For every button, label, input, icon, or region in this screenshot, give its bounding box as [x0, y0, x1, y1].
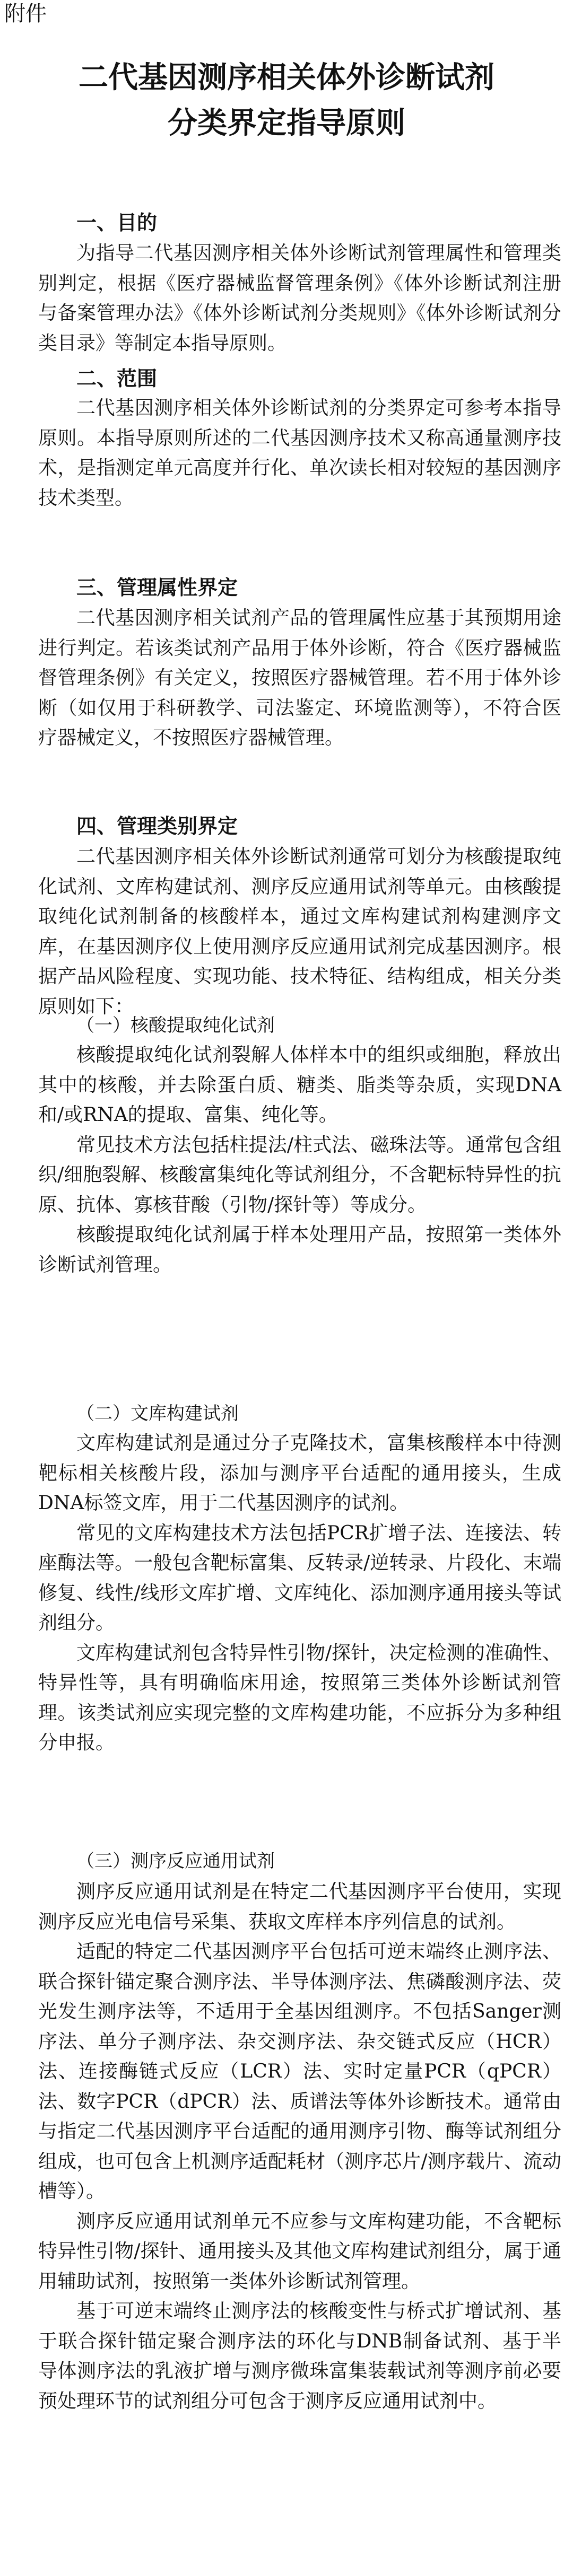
section-heading-category: 四、管理类别界定 [76, 814, 238, 838]
paragraph: 二代基因测序相关体外诊断试剂的分类界定可参考本指导原则。本指导原则所述的二代基因测序技术又称高通量测序技术，是指测定单元高度并行化、单次读长相对较短的基因测序技术类型。 [38, 397, 561, 509]
paragraph: 核酸提取纯化试剂属于样本处理用产品，按照第一类体外诊断试剂管理。 [38, 1224, 561, 1276]
subsection-body-extraction [38, 1040, 561, 1280]
paragraph: 适配的特定二代基因测序平台包括可逆末端终止测序法、联合探针锚定聚合测序法、半导体测序法、焦磷酸测序法、荧光发生测序法等，不适用于全基因组测序。不包括Sanger测序法、单分子测序法、杂交测序法、杂交链式反应（HCR）法、连接酶链式反应（LCR）法、实时定量PCR（qPCR）法、数字PCR（dPCR）法、质谱法等体外诊断技术。通常由与指定二代基因测序平台适配的通用测序引物、酶等试剂组分组成，也可包含上机测序适配耗材（测序芯片/测序载片、流动槽等）。 [38, 1941, 561, 2202]
subsection-heading-extraction: （一）核酸提取纯化试剂 [76, 1015, 275, 1036]
subsection-body-library [38, 1429, 561, 1758]
paragraph: 常见技术方法包括柱提法/柱式法、磁珠法等。通常包含组织/细胞裂解、核酸富集纯化等试剂组分，不含靶标特异性的抗原、抗体、寡核苷酸（引物/探针等）等成分。 [38, 1134, 561, 1216]
subsection-body-sequencing [38, 1877, 561, 2416]
subsection-heading-library: （二）文库构建试剂 [76, 1403, 239, 1424]
paragraph: 测序反应通用试剂是在特定二代基因测序平台使用，实现测序反应光电信号采集、获取文库样本序列信息的试剂。 [38, 1881, 561, 1933]
paragraph: 测序反应通用试剂单元不应参与文库构建功能，不含靶标特异性引物/探针、通用接头及其他文库构建试剂组分，属于通用辅助试剂，按照第一类体外诊断试剂管理。 [38, 2210, 561, 2292]
paragraph: 核酸提取纯化试剂裂解人体样本中的组织或细胞，释放出其中的核酸，并去除蛋白质、糖类、脂类等杂质，实现DNA和/或RNA的提取、富集、纯化等。 [38, 1044, 561, 1126]
paragraph: 基于可逆末端终止测序法的核酸变性与桥式扩增试剂、基于联合探针锚定聚合测序法的环化与DNB制备试剂、基于半导体测序法的乳液扩增与测序微珠富集装载试剂等测序前必要预处理环节的试剂组分可包含于测序反应通用试剂中。 [38, 2300, 561, 2412]
section-heading-attribute: 三、管理属性界定 [76, 576, 238, 599]
section-body-attribute [38, 603, 561, 753]
subsection-heading-sequencing: （三）测序反应通用试剂 [76, 1851, 275, 1872]
paragraph: 二代基因测序相关试剂产品的管理属性应基于其预期用途进行判定。若该类试剂产品用于体外诊断，符合《医疗器械监督管理条例》有关定义，按照医疗器械管理。若不用于体外诊断（如仅用于科研教学、司法鉴定、环境监测等），不符合医疗器械定义，不按照医疗器械管理。 [38, 607, 561, 749]
paragraph: 常见的文库构建技术方法包括PCR扩增子法、连接法、转座酶法等。一般包含靶标富集、反转录/逆转录、片段化、末端修复、线性/线形文库扩增、文库纯化、添加测序通用接头等试剂组分。 [38, 1522, 561, 1634]
section-body-category [38, 842, 561, 1022]
paragraph: 文库构建试剂是通过分子克隆技术，富集核酸样本中待测靶标相关核酸片段，添加与测序平台适配的通用接头，生成DNA标签文库，用于二代基因测序的试剂。 [38, 1432, 561, 1514]
paragraph: 二代基因测序相关体外诊断试剂通常可划分为核酸提取纯化试剂、文库构建试剂、测序反应通用试剂等单元。由核酸提取纯化试剂制备的核酸样本，通过文库构建试剂构建测序文库，在基因测序仪上使用测序反应通用试剂完成基因测序。根据产品风险程度、实现功能、技术特征、结构组成，相关分类原则如下： [38, 846, 561, 1018]
section-body-purpose [38, 239, 561, 358]
paragraph: 为指导二代基因测序相关体外诊断试剂管理属性和管理类别判定，根据《医疗器械监督管理条例》《体外诊断试剂注册与备案管理办法》《体外诊断试剂分类规则》《体外诊断试剂分类目录》等制定本指导原则。 [38, 242, 561, 354]
section-body-scope [38, 393, 561, 513]
section-heading-scope: 二、范围 [76, 367, 158, 390]
paragraph: 文库构建试剂包含特异性引物/探针，决定检测的准确性、特异性等，具有明确临床用途，按照第三类体外诊断试剂管理。该类试剂应实现完整的文库构建功能，不应拆分为多种组分申报。 [38, 1642, 561, 1754]
document-title-line-1: 二代基因测序相关体外诊断试剂 [79, 60, 494, 95]
section-heading-purpose: 一、目的 [76, 211, 158, 234]
attachment-label: 附件 [4, 2, 47, 26]
document-title-line-2: 分类界定指导原则 [168, 106, 405, 141]
